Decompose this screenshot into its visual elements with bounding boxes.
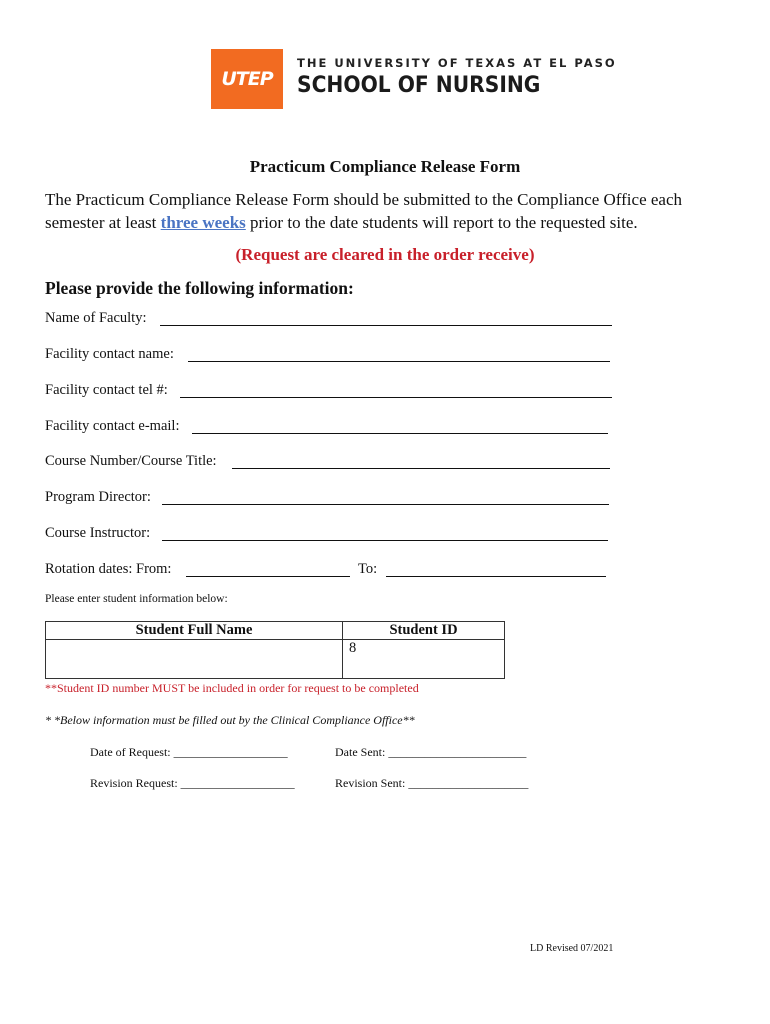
provide-heading: Please provide the following information: xyxy=(45,278,354,298)
intro-paragraph xyxy=(45,188,725,234)
course-instructor-label: Course Instructor: xyxy=(45,525,151,541)
id-required-note: **Student ID number MUST be included in order for request to be completed xyxy=(45,681,419,695)
student-id-header: Student ID xyxy=(343,622,505,640)
revision-footer: LD Revised 07/2021 xyxy=(530,943,614,954)
university-name: THE UNIVERSITY OF TEXAS AT EL PASO xyxy=(297,56,617,70)
student-table xyxy=(45,621,505,679)
student-id-cell[interactable]: 8 xyxy=(343,640,505,679)
program-director-input[interactable] xyxy=(162,504,609,505)
program-director-label: Program Director: xyxy=(45,489,151,505)
utep-logo xyxy=(211,49,283,109)
revision-sent-row xyxy=(335,776,528,791)
date-sent-label: Date Sent: xyxy=(335,745,386,759)
date-of-request-label: Date of Request: xyxy=(90,745,171,759)
revision-sent-label: Revision Sent: xyxy=(335,776,406,790)
revision-request-row xyxy=(90,776,295,791)
revision-request-field[interactable]: ___________________ xyxy=(180,776,295,790)
faculty-label: Name of Faculty: xyxy=(45,310,147,326)
date-sent-row xyxy=(335,745,526,760)
revision-request-label: Revision Request: xyxy=(90,776,178,790)
rotation-from-input[interactable] xyxy=(186,576,350,577)
student-prompt: Please enter student information below: xyxy=(45,593,228,605)
facility-contact-tel-label: Facility contact tel #: xyxy=(45,382,168,398)
facility-contact-tel-input[interactable] xyxy=(180,397,612,398)
rotation-to-input[interactable] xyxy=(386,576,606,577)
intro-text-start: The Practicum Compliance Release Form should be submitted to the Compliance Office each semester at least xyxy=(45,190,683,232)
facility-contact-name-label: Facility contact name: xyxy=(45,346,174,362)
office-note: * *Below information must be filled out by the Clinical Compliance Office** xyxy=(45,713,415,727)
table-row xyxy=(46,640,505,679)
facility-contact-email-label: Facility contact e-mail: xyxy=(45,418,180,434)
facility-contact-email-input[interactable] xyxy=(192,433,608,434)
course-label: Course Number/Course Title: xyxy=(45,453,217,469)
faculty-input[interactable] xyxy=(160,325,612,326)
course-instructor-input[interactable] xyxy=(162,540,608,541)
order-notice: (Request are cleared in the order receive) xyxy=(235,245,535,264)
student-name-header: Student Full Name xyxy=(46,622,343,640)
intro-text-end: prior to the date students will report to the requested site. xyxy=(245,213,638,232)
revision-sent-field[interactable]: ____________________ xyxy=(408,776,529,790)
school-name: SCHOOL OF NURSING xyxy=(297,73,541,98)
utep-logo-text: UTEP xyxy=(221,68,273,90)
facility-contact-name-input[interactable] xyxy=(188,361,610,362)
table-header-row xyxy=(46,622,505,640)
date-of-request-row xyxy=(90,745,288,760)
form-title: Practicum Compliance Release Form xyxy=(249,157,521,176)
rotation-to-label: To: xyxy=(358,561,378,577)
rotation-from-label: Rotation dates: From: xyxy=(45,561,172,577)
date-sent-field[interactable]: _______________________ xyxy=(388,745,527,759)
course-input[interactable] xyxy=(232,468,610,469)
student-name-cell[interactable] xyxy=(46,640,343,679)
intro-highlight: three weeks xyxy=(160,213,246,232)
date-of-request-field[interactable]: ___________________ xyxy=(173,745,288,759)
